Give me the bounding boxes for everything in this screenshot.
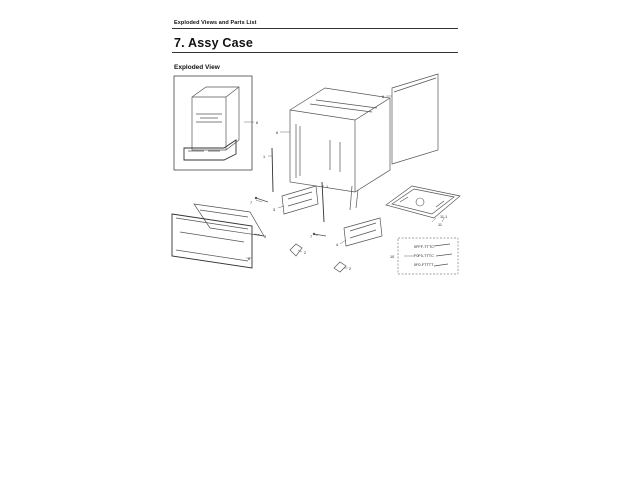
callout-1-left: 1	[263, 155, 266, 159]
leader-lines	[244, 96, 444, 268]
callout-6-panel: 6	[382, 95, 385, 99]
callout-11: 11	[438, 223, 442, 227]
side-rails	[272, 148, 324, 222]
kit-label-1: 0FFF-TTTC	[414, 245, 435, 249]
callout-10: 10	[390, 255, 395, 259]
kit-label-2: F0F0-TTTC	[414, 254, 434, 258]
section-subtitle: Exploded View	[174, 64, 220, 71]
callout-8: 8	[248, 257, 251, 261]
callout-5: 5	[264, 235, 267, 239]
kit-label-3: 0F0-FTTTT	[414, 263, 434, 267]
case-body	[290, 88, 390, 210]
callout-7-upper: 7	[250, 201, 253, 205]
base-assembly	[386, 186, 460, 218]
side-brackets	[282, 186, 382, 246]
callout-6-body: 6	[276, 131, 279, 135]
callout-6-inset: 6	[256, 121, 259, 125]
callout-11-1: 11-1	[440, 215, 448, 219]
inset-assembled-case	[174, 76, 252, 170]
front-frame	[172, 204, 267, 268]
callout-2-upper: 2	[304, 251, 307, 255]
callout-4: 4	[336, 243, 339, 247]
side-panel	[392, 74, 438, 164]
section-header: Exploded Views and Parts List	[174, 20, 257, 26]
callout-3: 3	[273, 208, 276, 212]
clips	[255, 197, 346, 272]
page-title: 7. Assy Case	[174, 36, 254, 50]
callout-7-lower: 7	[310, 235, 313, 239]
callout-1-right: 1	[326, 185, 329, 189]
callout-2-lower: 2	[349, 267, 352, 271]
